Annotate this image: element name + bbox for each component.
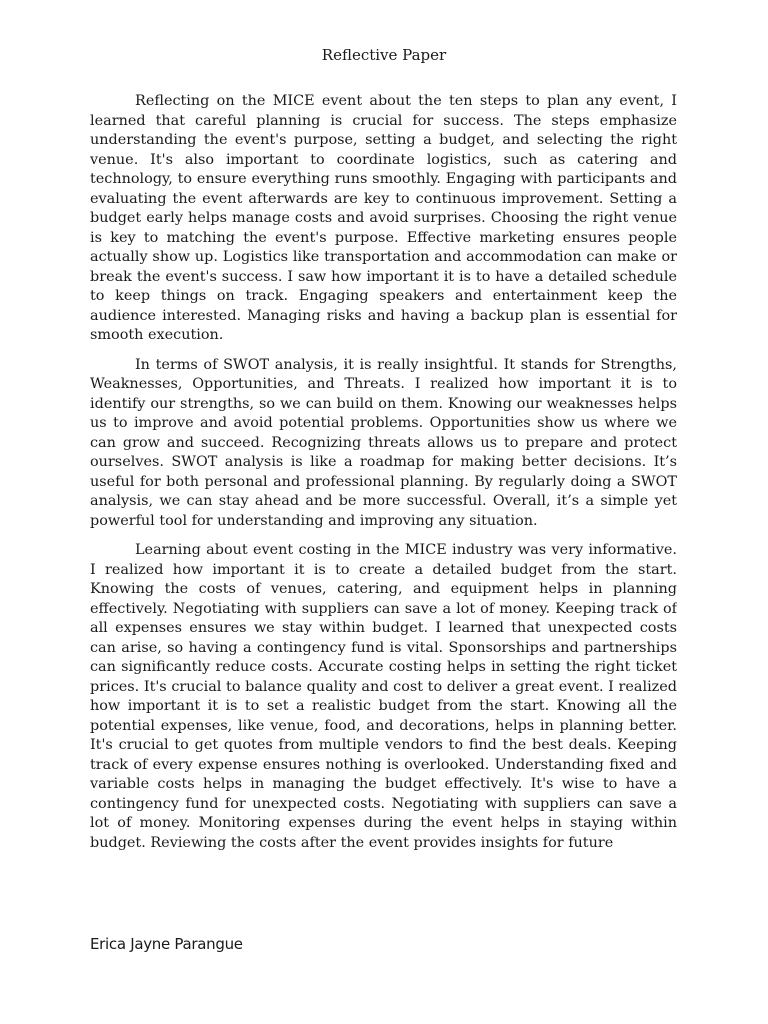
paragraph-event-costing: Learning about event costing in the MICE industry was very informative. I realized how important it is to create a detailed budget from the start. Knowing the costs of venues, catering, and equipment helps in planning effectively. Negotiating with suppliers can save a lot of money. Keeping track of all expenses ensures we stay within budget. I learned that unexpected costs can arise, so having a contingency fund is vital. Sponsorships and partnerships can significantly reduce costs. Accurate costing helps in setting the right ticket prices. It's crucial to balance quality and cost to deliver a great event. I realized how important it is to set a realistic budget from the start. Knowing all the potential expenses, like venue, food, and decorations, helps in planning better. It's crucial to get quotes from multiple vendors to find the best deals. Keeping track of every expense ensures nothing is overlooked. Understanding fixed and variable costs helps in managing the budget effectively. It's wise to have a contingency fund for unexpected costs. Negotiating with suppliers can save a lot of money. Monitoring expenses during the event helps in staying within budget. Reviewing the costs after the event provides insights for future [90, 542, 677, 851]
author-name: Erica Jayne Parangue [90, 935, 243, 953]
paragraph-mice-event-reflection: Reflecting on the MICE event about the ten steps to plan any event, I learned that careful planning is crucial for success. The steps emphasize understanding the event's purpose, setting a budget, and selecting the right venue. It's also important to coordinate logistics, such as catering and technology, to ensure everything runs smoothly. Engaging with participants and evaluating the event afterwards are key to continuous improvement. Setting a budget early helps manage costs and avoid surprises. Choosing the right venue is key to matching the event's purpose. Effective marketing ensures people actually show up. Logistics like transportation and accommodation can make or break the event's success. I saw how important it is to have a detailed schedule to keep things on track. Engaging speakers and entertainment keep the audience interested. Managing risks and having a backup plan is essential for smooth execution. [90, 93, 677, 343]
document-body [90, 92, 677, 897]
paragraph-swot-analysis: In terms of SWOT analysis, it is really insightful. It stands for Strengths, Weaknesses, Opportunities, and Threats. I realized how important it is to identify our strengths, so we can build on them. Knowing our weaknesses helps us to improve and avoid potential problems. Opportunities show us where we can grow and succeed. Recognizing threats allows us to prepare and protect ourselves. SWOT analysis is like a roadmap for making better decisions. It’s useful for both personal and professional planning. By regularly doing a SWOT analysis, we can stay ahead and be more successful. Overall, it’s a simple yet powerful tool for understanding and improving any situation. [90, 356, 677, 529]
document-title: Reflective Paper [321, 46, 447, 64]
